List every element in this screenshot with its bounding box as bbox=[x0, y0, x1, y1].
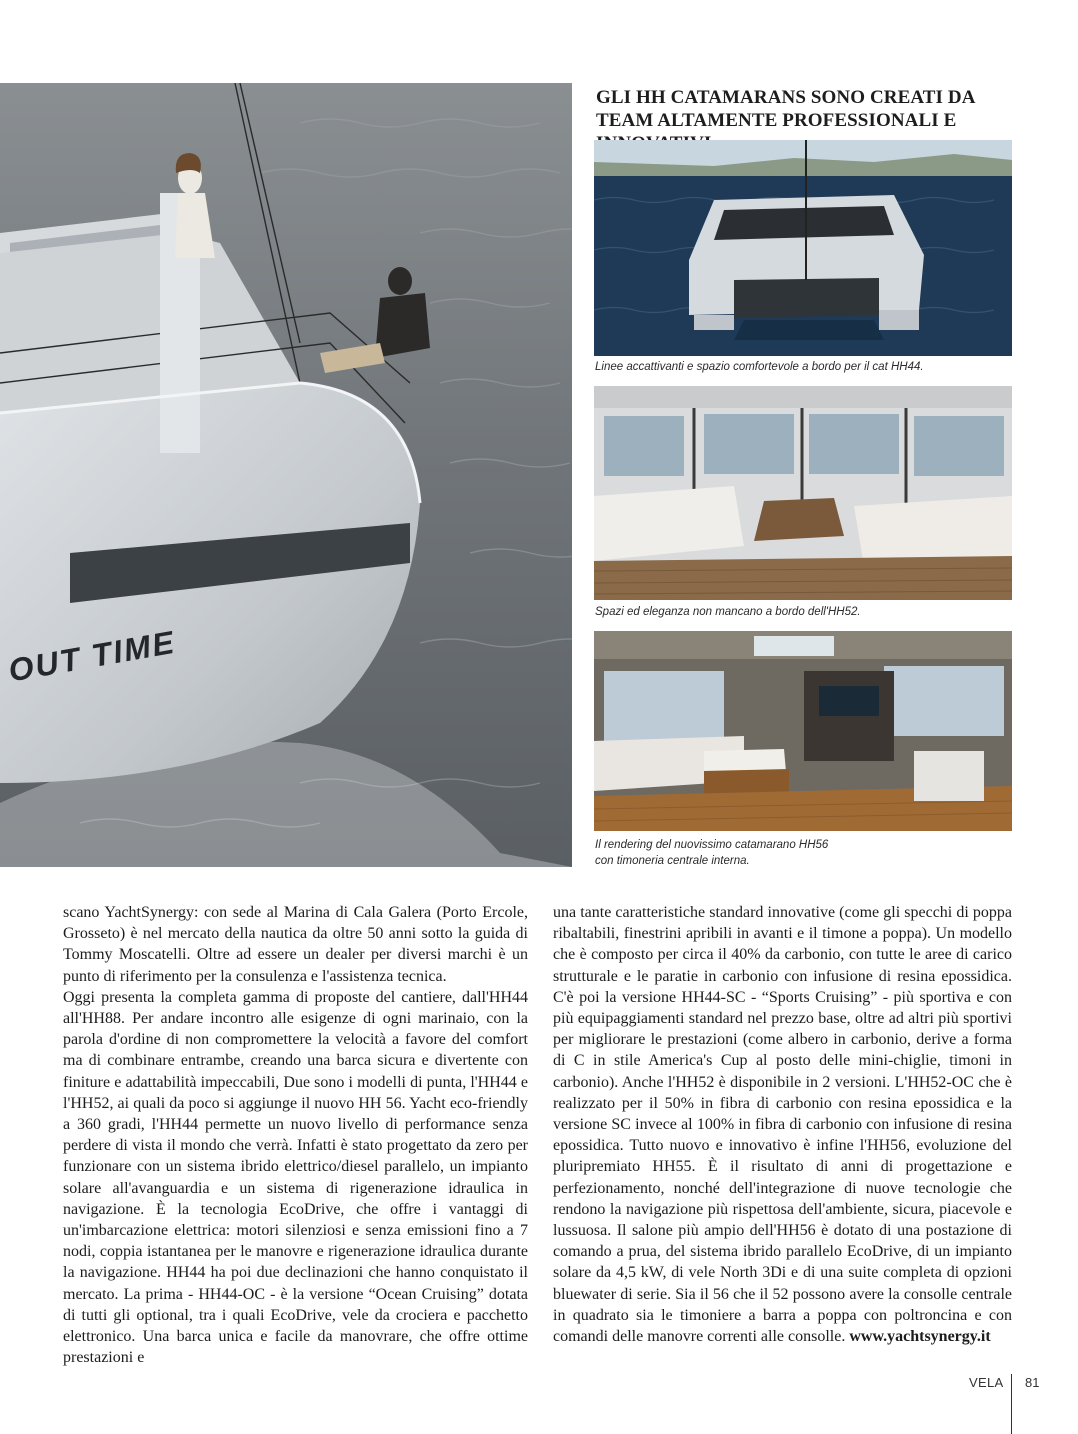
photo-hh56-rendering bbox=[594, 631, 1012, 831]
article-paragraph bbox=[553, 902, 1012, 1347]
page-number: 81 bbox=[1025, 1375, 1040, 1390]
article-column-left bbox=[63, 902, 528, 1368]
photo-hh44-catamaran bbox=[594, 140, 1012, 356]
photo-caption bbox=[595, 837, 895, 869]
website-link[interactable]: www.yachtsynergy.it bbox=[849, 1328, 991, 1346]
photo-hh52-interior bbox=[594, 386, 1012, 600]
magazine-name: VELA bbox=[969, 1375, 1004, 1390]
caption-line: Il rendering del nuovissimo catamarano HH56 bbox=[595, 839, 829, 851]
article-paragraph: Oggi presenta la completa gamma di proposte del cantiere, dall'HH44 all'HH88. Per andare incontro alle esigenze di ogni marinaio, con la parola d'ordine di non compromettere la velocità a favore del comfort ma di combinare entrambe, creando una barca sicura e divertente con finiture e adattabilità impeccabili, Due sono i modelli di punta, l'HH44 e l'HH52, ai quali da poco si aggiunge il nuovo HH 56. Yacht eco-friendly a 360 gradi, l'HH44 permette un nuovo livello di performance senza perdere di vista il mondo che verrà. Infatti è stato progettato da zero per funzionare con un sistema ibrido elettrico/diesel parallelo, un impianto solare all'avanguardia e un sistema di rigenerazione idraulica in navigazione. È la tecnologia EcoDrive, che offre i vantaggi di un'imbarcazione elettrica: motori silenziosi e senza emissioni fino a 7 nodi, coppia istantanea per le manovre e rigenerazione idraulica durante la navigazione. HH44 ha poi due declinazioni che hanno conquistato il mercato. La prima - HH44-OC - è la versione “Ocean Cruising” dotata di tutti gli optional, tra i quali EcoDrive, vele da crociera e pacchetto elettronico. Una barca unica e facile da manovrare, che offre ottime prestazioni e bbox=[63, 988, 528, 1367]
article-paragraph: scano YachtSynergy: con sede al Marina di Cala Galera (Porto Ercole, Grosseto) è nel mercato della nautica da oltre 50 anni sotto la guida di Tommy Moscatelli. Oltre ad essere un dealer per diversi marchi è un punto di riferimento per la consulenza e l'assistenza tecnica. bbox=[63, 904, 528, 985]
hero-photo bbox=[0, 83, 572, 867]
photo-caption: Linee accattivanti e spazio comfortevole a bordo per il cat HH44. bbox=[595, 361, 924, 373]
hull-logo: OUT TIME bbox=[5, 623, 179, 689]
section-headline: GLI HH CATAMARANS SONO CREATI DA TEAM ALTAMENTE PROFESSIONALI E bbox=[596, 87, 975, 131]
photo-caption: Spazi ed eleganza non mancano a bordo dell'HH52. bbox=[595, 606, 861, 618]
caption-line: con timoneria centrale interna. bbox=[595, 855, 750, 867]
article-column-right bbox=[553, 902, 1012, 1347]
folio-divider bbox=[1011, 1374, 1012, 1434]
article-text: una tante caratteristiche standard innovative (come gli specchi di poppa ribaltabili, finestrini apribili in avanti e il timone a poppa). Un modello che è composto per circa il 40% da carbonio, con tutte le aree di carico strutturale e le paratie in carbonio con infusione di resina epossidica. C'è poi la versione HH44-SC - “Sports Cruising” - più sportiva e con più equipaggiamenti standard nel prezzo base, oltre ad altri più sportivi per migliorare le prestazioni (come albero in carbonio, derive a forma di C in stile America's Cup al posto delle mini-chiglie, timoni in carbonio). Anche l'HH52 è disponibile in 2 versioni. L'HH52-OC che è realizzato per il 50% in fibra di carbonio con resina epossidica e la versione SC invece al 100% in fibra di carbonio con infusione di resina epossidica. Tutto nuovo e innovativo è infine l'HH56, evoluzione del pluripremiato HH55. È il risultato di anni di progettazione e perfezionamento, nonché dell'integrazione di nuove tecnologie che rendono la navigazione più rispettosa dell'ambiente, sicura, piacevole e lussuosa. Il salone più ampio dell'HH56 è dotato di una postazione di comando a prua, del sistema ibrido parallelo EcoDrive, di un impianto solare da 4,5 kW, di vele North 3Di e di una suite completa di opzioni bluewater di serie. Sia il 56 che il 52 possono avere la consolle centrale in quadrato sia le timoniere a barra a poppa con poltroncina e con comandi delle manovre correnti alle consolle. bbox=[553, 904, 1012, 1346]
